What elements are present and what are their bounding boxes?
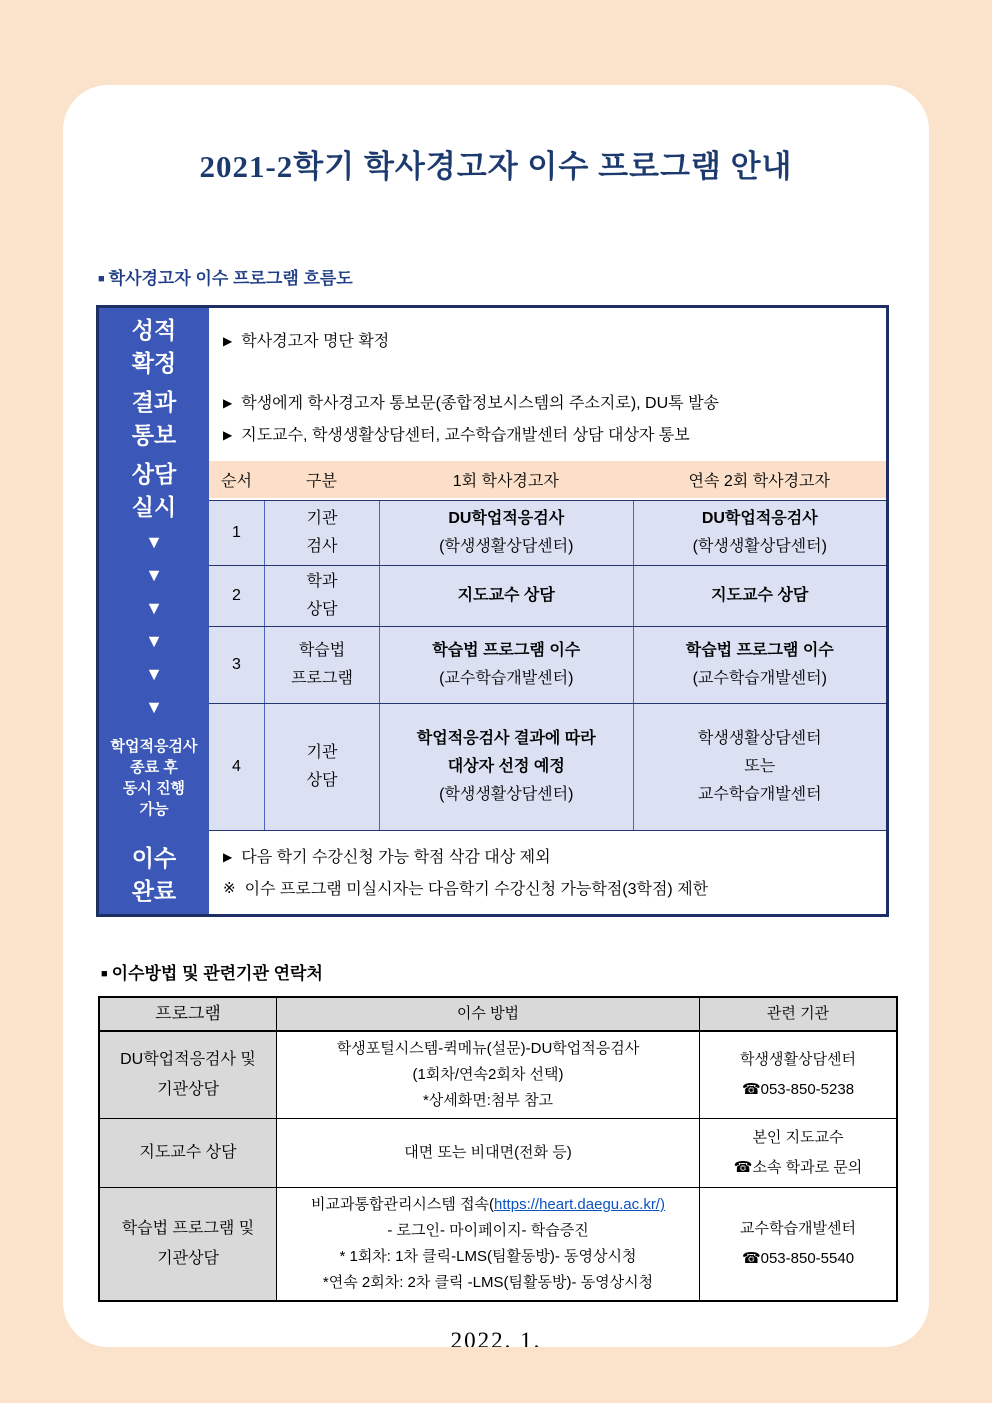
table-row xyxy=(99,1188,897,1302)
down-arrow-icon: ▼ xyxy=(145,664,163,684)
cell-first-warning: 학습법 프로그램 이수 (교수학습개발센터) xyxy=(379,627,633,703)
document-card xyxy=(63,85,929,1347)
table-row xyxy=(99,1119,897,1188)
cell-first-warning: DU학업적응검사 (학생생활상담센터) xyxy=(379,501,633,565)
flow-section-heading xyxy=(98,264,929,289)
cell-category: 기관 검사 xyxy=(264,501,379,565)
stage-complete-label: 이수 완료 xyxy=(131,845,177,904)
stage-grade-label: 성적 확정 xyxy=(131,317,177,376)
header-program: 프로그램 xyxy=(99,997,277,1031)
cell-second-warning: 지도교수 상담 xyxy=(633,566,887,626)
triangle-marker-icon: ▶ xyxy=(223,334,233,348)
table-row xyxy=(209,626,886,703)
cell-category: 학과 상담 xyxy=(264,566,379,626)
triangle-marker-icon: ▶ xyxy=(223,396,233,410)
flow-section-heading-text: 학사경고자 이수 프로그램 흐름도 xyxy=(108,269,353,288)
cell-method: 대면 또는 비대면(전화 등) xyxy=(277,1119,700,1188)
square-bullet-icon: ■ xyxy=(101,968,108,980)
cell-organization: 본인 지도교수 ☎소속 학과로 문의 xyxy=(700,1119,898,1188)
header-second-warning: 연속 2회 학사경고자 xyxy=(688,473,830,490)
cell-program: 지도교수 상담 xyxy=(99,1119,277,1188)
down-arrow-icon: ▼ xyxy=(145,565,163,585)
contact-table-header-row xyxy=(99,997,897,1031)
cell-no: 2 xyxy=(232,587,241,604)
footer-date: 2022. 1. xyxy=(450,1328,542,1347)
flow-stage-sidebar xyxy=(99,308,209,914)
cell-first-warning: 지도교수 상담 xyxy=(379,566,633,626)
cell-first-warning: 학업적응검사 결과에 따라 대상자 선정 예정 (학생생활상담센터) xyxy=(379,704,633,830)
table-row xyxy=(209,565,886,626)
table-row xyxy=(209,500,886,565)
grade-item: ▶ 학사경고자 명단 확정 xyxy=(223,333,390,350)
page-title: 2021-2학기 학사경고자 이수 프로그램 안내 xyxy=(199,149,793,184)
cell-no: 4 xyxy=(232,758,241,775)
table-row xyxy=(99,1031,897,1119)
down-arrow-icon: ▼ xyxy=(145,697,163,717)
heart-system-link[interactable]: https://heart.daegu.ac.kr/) xyxy=(494,1196,665,1213)
cell-no: 1 xyxy=(232,524,241,541)
cell-second-warning: 학생생활상담센터 또는 교수학습개발센터 xyxy=(633,704,887,830)
cell-no: 3 xyxy=(232,656,241,673)
complete-note: ※ 이수 프로그램 미실시자는 다음학기 수강신청 가능학점(3학점) 제한 xyxy=(223,880,709,898)
counsel-program-table xyxy=(209,461,886,831)
flow-content xyxy=(209,308,886,914)
phone-number: ☎053-850-5540 xyxy=(741,1250,855,1267)
stage-counsel-label: 상담 실시 xyxy=(131,461,177,520)
cell-program: 학습법 프로그램 및 기관상담 xyxy=(99,1188,277,1302)
header-method: 이수 방법 xyxy=(277,997,700,1031)
counsel-table-header xyxy=(209,461,886,500)
cell-category: 기관 상담 xyxy=(264,704,379,830)
table-row xyxy=(209,703,886,831)
sidebar-note: 학업적응검사 종료 후 동시 진행 가능 xyxy=(110,738,198,818)
complete-item: ▶ 다음 학기 수강신청 가능 학점 삭감 대상 제외 xyxy=(223,849,551,866)
phone-number: ☎053-850-5238 xyxy=(741,1081,855,1098)
result-item: ▶ 학생에게 학사경고자 통보문(종합정보시스템의 주소지로), DU톡 발송 xyxy=(223,395,719,412)
contact-table xyxy=(98,996,898,1302)
cell-second-warning: DU학업적응검사 (학생생활상담센터) xyxy=(633,501,887,565)
cell-organization: 학생생활상담센터 ☎053-850-5238 xyxy=(700,1031,898,1119)
reference-mark-icon: ※ xyxy=(223,880,236,897)
contact-section-heading-text: 이수방법 및 관련기관 연락처 xyxy=(111,964,323,983)
flow-table xyxy=(96,305,889,917)
header-first-warning: 1회 학사경고자 xyxy=(452,473,559,490)
down-arrow-icon: ▼ xyxy=(145,631,163,651)
cell-second-warning: 학습법 프로그램 이수 (교수학습개발센터) xyxy=(633,627,887,703)
header-organization: 관련 기관 xyxy=(700,997,898,1031)
down-arrow-icon: ▼ xyxy=(145,598,163,618)
cell-method: 비교과통합관리시스템 접속(https://heart.daegu.ac.kr/) - 로그인- 마이페이지- 학습증진 * 1회차: 1차 클릭-LMS(팀활동방)- 동영상시청 *연속 2회차: 2차 클릭 -LMS(팀활동방)- 동영상시청 xyxy=(277,1188,700,1302)
stage-result-label: 결과 통보 xyxy=(131,389,177,448)
square-bullet-icon: ■ xyxy=(98,273,105,285)
header-no: 순서 xyxy=(221,473,252,490)
down-arrow-icon: ▼ xyxy=(145,532,163,552)
cell-method: 학생포털시스템-퀵메뉴(설문)-DU학업적응검사 (1회차/연속2회차 선택) *상세화면:첨부 참고 xyxy=(277,1031,700,1119)
header-category: 구분 xyxy=(306,473,337,490)
phone-contact: ☎소속 학과로 문의 xyxy=(733,1159,863,1176)
result-item: ▶ 지도교수, 학생생활상담센터, 교수학습개발센터 상담 대상자 통보 xyxy=(223,427,690,444)
triangle-marker-icon: ▶ xyxy=(223,428,233,442)
flow-arrow-stack xyxy=(99,526,209,724)
contact-section-heading xyxy=(101,959,929,984)
cell-category: 학습법 프로그램 xyxy=(264,627,379,703)
cell-organization: 교수학습개발센터 ☎053-850-5540 xyxy=(700,1188,898,1302)
cell-program: DU학업적응검사 및 기관상담 xyxy=(99,1031,277,1119)
triangle-marker-icon: ▶ xyxy=(223,850,233,864)
